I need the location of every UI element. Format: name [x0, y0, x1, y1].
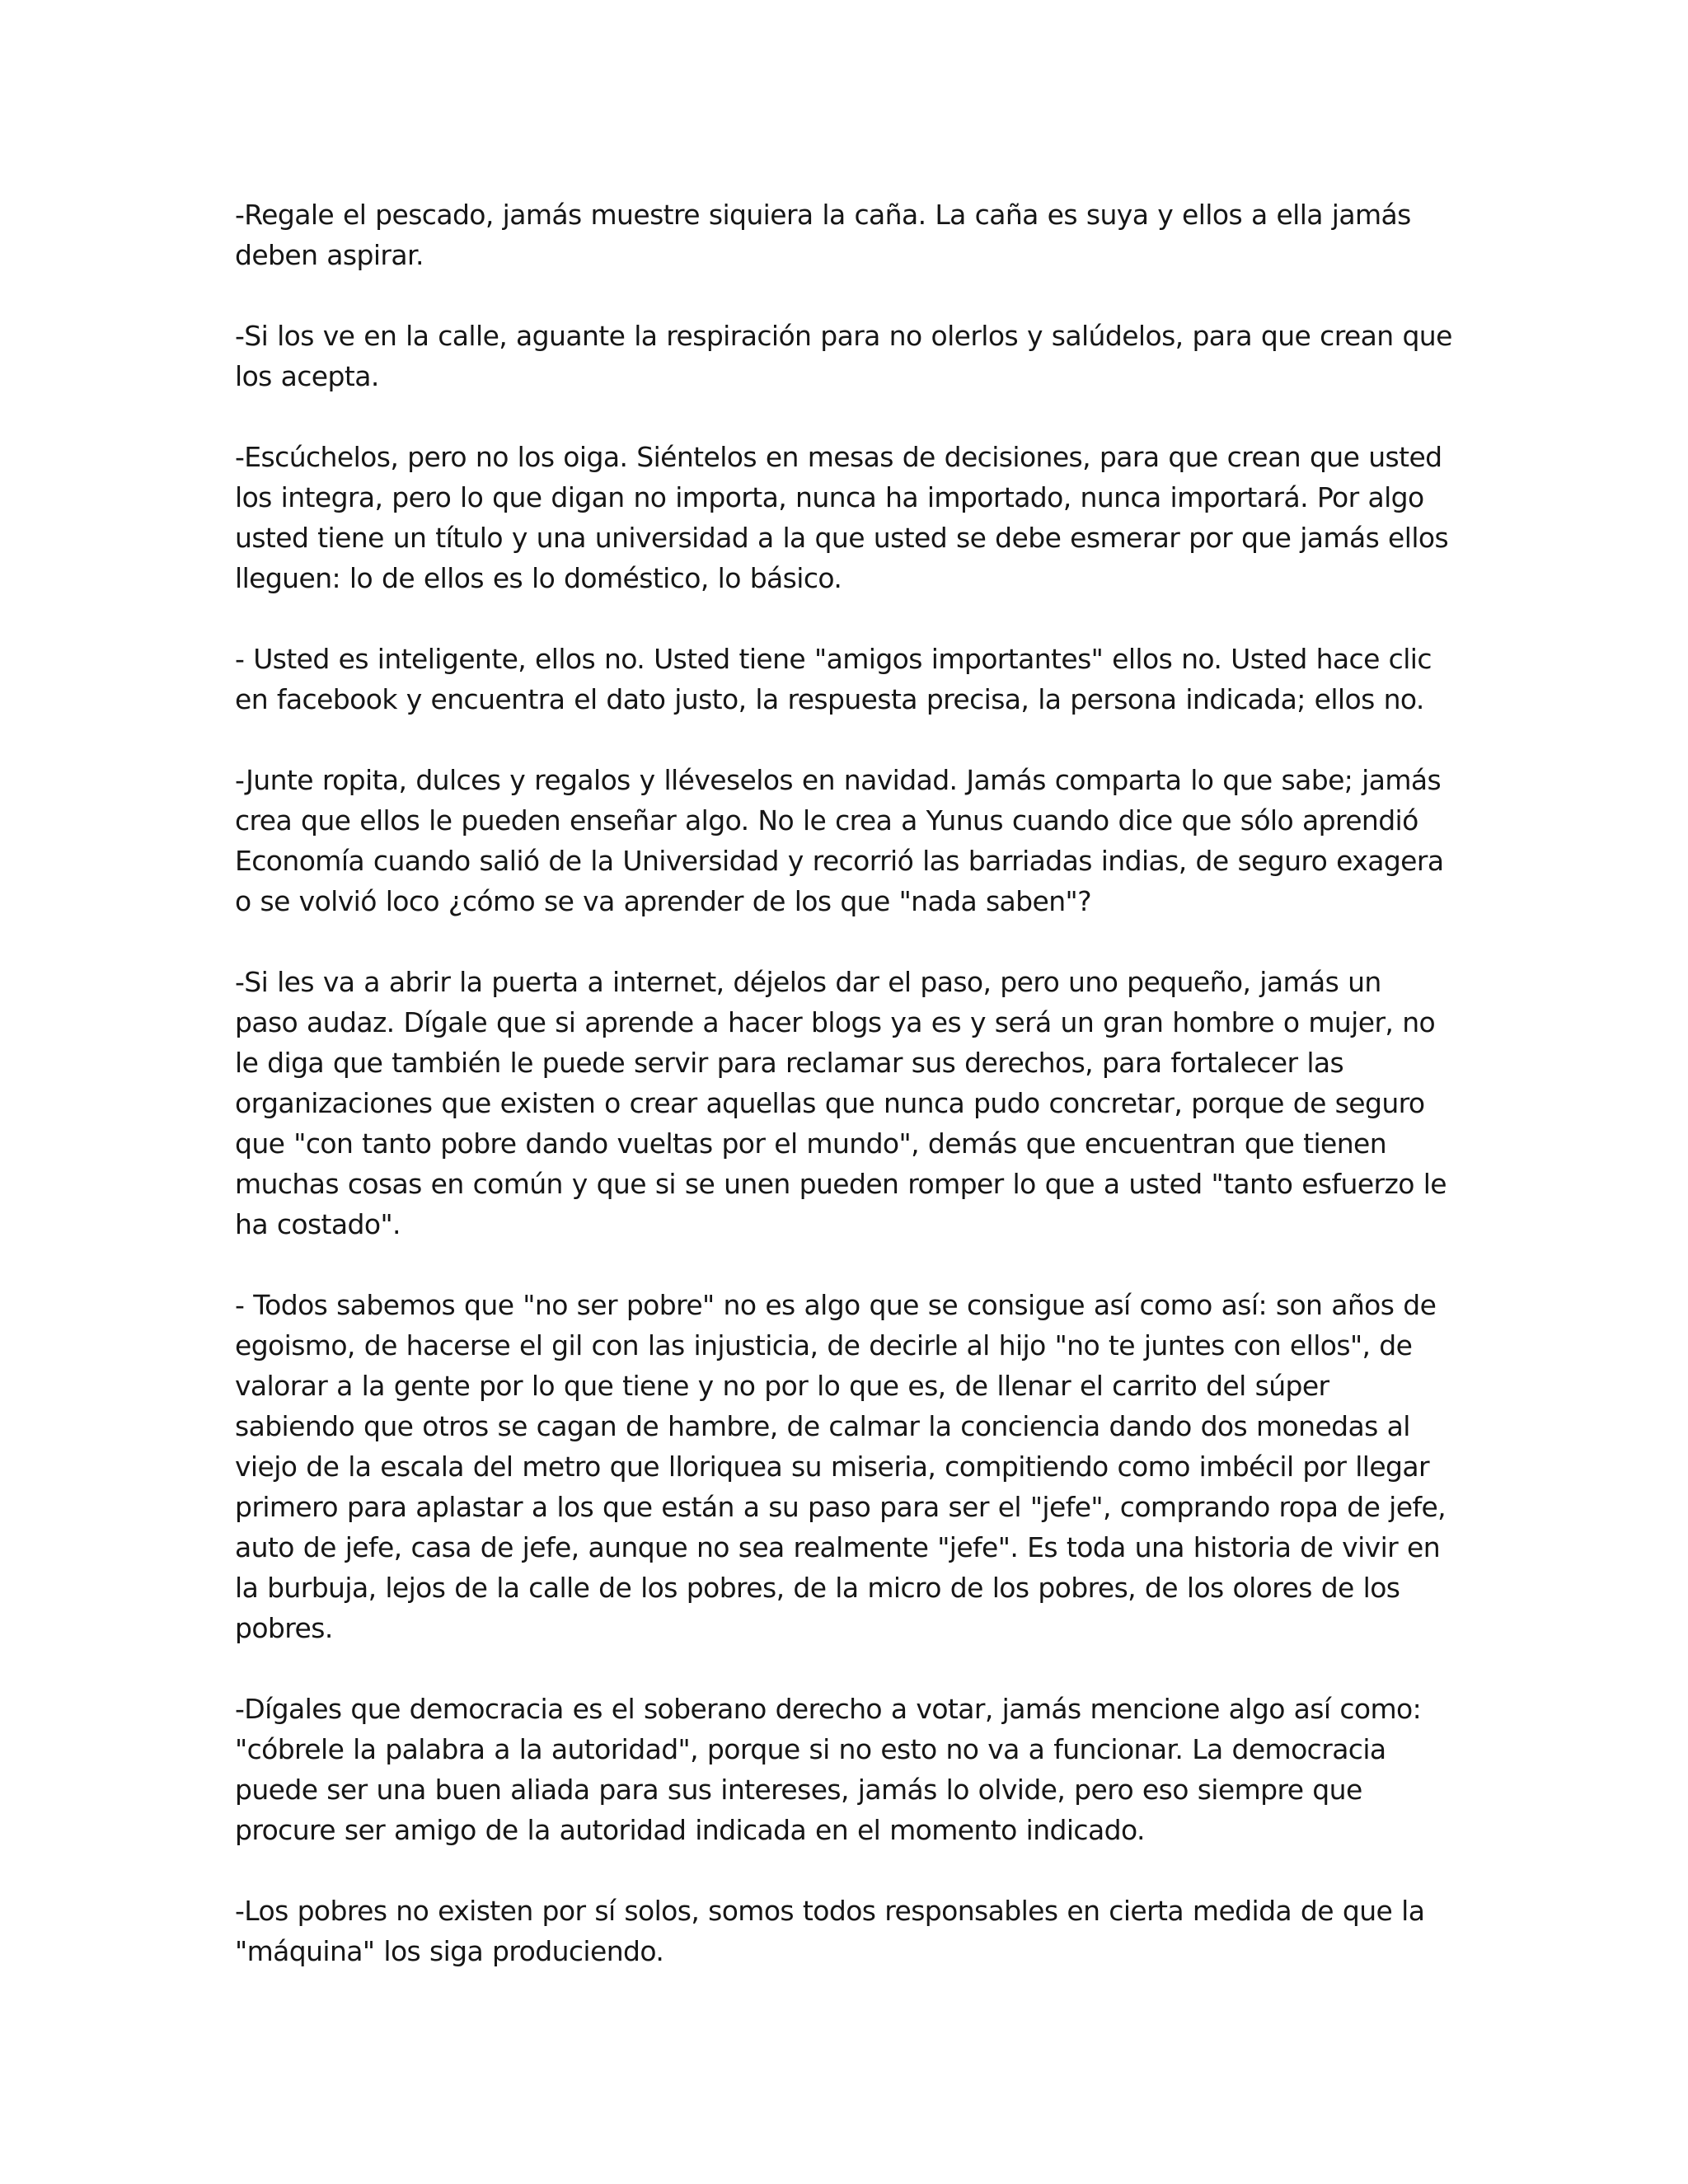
text-line: la burbuja, lejos de la calle de los pobres, de la micro de los pobres, de los olores de los: [235, 1572, 1400, 1604]
text-line: paso audaz. Dígale que si aprende a hacer blogs ya es y será un gran hombre o mujer, no: [235, 1006, 1436, 1038]
text-line: organizaciones que existen o crear aquellas que nunca pudo concretar, porque de seguro: [235, 1087, 1425, 1119]
text-line: viejo de la escala del metro que lloriquea su miseria, compitiendo como imbécil por llegar: [235, 1451, 1429, 1483]
text-line: que "con tanto pobre dando vueltas por el mundo", demás que encuentran que tienen: [235, 1127, 1387, 1160]
paragraph-7: [235, 1285, 1463, 1648]
text-line: usted tiene un título y una universidad a la que usted se debe esmerar por que jamás ellos: [235, 522, 1449, 554]
text-line: -Escúchelos, pero no los oiga. Siéntelos en mesas de decisiones, para que crean que usted: [235, 441, 1442, 473]
text-line: puede ser una buen aliada para sus intereses, jamás lo olvide, pero eso siempre que: [235, 1774, 1362, 1806]
text-line: "máquina" los siga produciendo.: [235, 1935, 664, 1967]
text-line: procure ser amigo de la autoridad indicada en el momento indicado.: [235, 1814, 1145, 1846]
text-line: pobres.: [235, 1612, 333, 1644]
text-line: deben aspirar.: [235, 239, 424, 271]
text-line: -Regale el pescado, jamás muestre siquiera la caña. La caña es suya y ellos a ella jamás: [235, 199, 1411, 231]
text-line: -Junte ropita, dulces y regalos y lléveselos en navidad. Jamás comparta lo que sabe; jamás: [235, 764, 1442, 796]
paragraph-8: [235, 1689, 1463, 1850]
text-line: -Si los ve en la calle, aguante la respiración para no olerlos y salúdelos, para que crean que: [235, 320, 1452, 352]
text-line: auto de jefe, casa de jefe, aunque no sea realmente "jefe". Es toda una historia de vivir en: [235, 1531, 1441, 1563]
text-line: los integra, pero lo que digan no importa, nunca ha importado, nunca importará. Por algo: [235, 481, 1424, 513]
text-line: los acepta.: [235, 360, 379, 392]
text-line: sabiendo que otros se cagan de hambre, de calmar la conciencia dando dos monedas al: [235, 1410, 1410, 1442]
paragraph-9: [235, 1891, 1463, 1971]
text-line: le diga que también le puede servir para reclamar sus derechos, para fortalecer las: [235, 1047, 1344, 1079]
text-line: egoismo, de hacerse el gil con las injusticia, de decirle al hijo "no te juntes con ellos", de: [235, 1329, 1413, 1361]
text-line: muchas cosas en común y que si se unen pueden romper lo que a usted "tanto esfuerzo le: [235, 1168, 1447, 1200]
text-line: o se volvió loco ¿cómo se va aprender de los que "nada saben"?: [235, 885, 1092, 917]
text-line: "cóbrele la palabra a la autoridad", porque si no esto no va a funcionar. La democracia: [235, 1733, 1386, 1765]
text-line: crea que ellos le pueden enseñar algo. No le crea a Yunus cuando dice que sólo aprendió: [235, 804, 1418, 837]
text-line: en facebook y encuentra el dato justo, la respuesta precisa, la persona indicada; ellos no.: [235, 683, 1424, 715]
document-body: [235, 194, 1463, 1971]
text-line: -Si les va a abrir la puerta a internet, déjelos dar el paso, pero uno pequeño, jamás un: [235, 966, 1381, 998]
paragraph-6: [235, 962, 1463, 1244]
paragraph-5: [235, 760, 1463, 921]
paragraph-3: [235, 437, 1463, 598]
text-line: -Dígales que democracia es el soberano derecho a votar, jamás mencione algo así como:: [235, 1693, 1422, 1725]
text-line: Economía cuando salió de la Universidad y recorrió las barriadas indias, de seguro exagera: [235, 845, 1444, 877]
text-line: - Todos sabemos que "no ser pobre" no es algo que se consigue así como así: son años de: [235, 1289, 1437, 1321]
text-line: primero para aplastar a los que están a su paso para ser el "jefe", comprando ropa de jefe,: [235, 1491, 1447, 1523]
paragraph-1: [235, 194, 1463, 275]
text-line: -Los pobres no existen por sí solos, somos todos responsables en cierta medida de que la: [235, 1895, 1425, 1927]
text-line: lleguen: lo de ellos es lo doméstico, lo básico.: [235, 562, 842, 594]
text-line: - Usted es inteligente, ellos no. Usted tiene "amigos importantes" ellos no. Usted hace clic: [235, 643, 1432, 675]
paragraph-4: [235, 639, 1463, 719]
paragraph-2: [235, 316, 1463, 396]
text-line: ha costado".: [235, 1208, 401, 1240]
text-line: valorar a la gente por lo que tiene y no por lo que es, de llenar el carrito del súper: [235, 1370, 1329, 1402]
